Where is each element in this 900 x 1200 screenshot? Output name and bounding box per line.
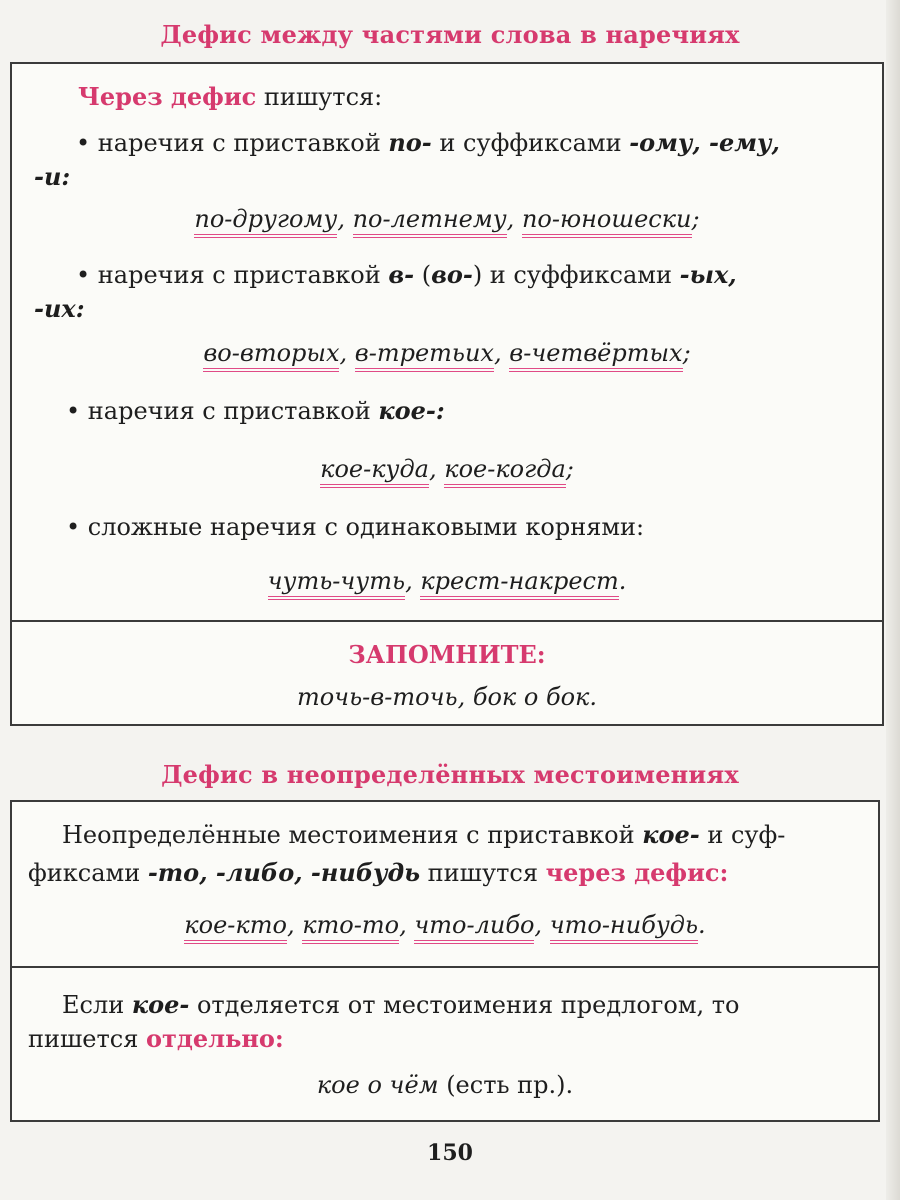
lead-pink: Через дефис [78,82,257,111]
example-word: во-вторых [203,339,339,372]
rule-box-adverbs [10,62,884,726]
example-word: кто-то [302,911,399,944]
pronoun-rule-line-2 [28,858,728,888]
page-edge-shadow [886,0,900,1200]
separator: , [506,205,522,233]
separator: , [286,911,303,939]
separator: , [399,911,415,939]
rule-item-4 [66,512,644,542]
example-word: по-другому [194,205,337,238]
separator: ; [682,339,691,367]
example-word: что-нибудь [550,911,698,944]
examples-3 [12,454,882,484]
pronoun-rule-line-3 [62,990,739,1020]
example-word: в-четвёртых [509,339,682,372]
examples-2 [12,338,882,368]
example-word: кое-кто [184,911,287,944]
remember-text: точь-в-точь, бок о бок. [296,683,598,711]
rule-text: ) и суффиксами [472,261,680,289]
example-word: чуть-чуть [268,567,405,600]
prefix-term: во- [431,260,473,289]
separator: ; [565,455,574,483]
example-word: крест-накрест [420,567,618,600]
suffix-term: -и: [34,162,71,191]
separator: , [339,339,355,367]
rule-text: пишется [28,1025,146,1053]
rule-item-1-cont [34,162,70,192]
pronoun-rule-line-4 [28,1024,284,1054]
bullet: • [76,261,98,289]
rule-text: фиксами [28,859,148,887]
examples-1 [12,204,882,234]
separator: , [337,205,353,233]
rule-item-3 [66,396,445,426]
example-word: по-летнему [353,205,507,238]
lead-rest: пишутся: [256,83,383,111]
rule-item-2-cont [34,294,85,324]
box-divider [12,966,878,968]
rule-box-pronouns [10,800,880,1122]
example-word: по-юношески [522,205,692,238]
prefix-term: в- [388,260,415,289]
rule-text: Неопределённые местоимения с приставкой [62,821,643,849]
remember-label [12,640,882,670]
bullet: • [66,397,88,425]
suffix-term: -их: [34,294,85,323]
rule-text: наречия с приставкой [97,261,389,289]
rule-item-2 [76,260,737,290]
examples-4 [12,566,882,596]
bullet: • [66,513,88,541]
prefix-term: кое- [131,990,190,1019]
example-word: в-третьих [355,339,494,372]
rule-text: Если [62,991,132,1019]
separator: , [493,339,510,367]
separator: , [534,911,550,939]
rule-text: и суф- [699,821,786,849]
rule-text: сложные наречия с одинаковыми корнями: [87,513,645,541]
lead-line [78,82,382,112]
suffix-term: -ых, [679,260,737,289]
example-word: кое-когда [444,455,566,488]
highlight-term: через дефис: [545,858,729,887]
section-title-adverbs: Дефис между частями слова в наречиях [160,20,740,49]
prefix-term: кое- [642,820,700,849]
separator: . [618,567,627,595]
example-word: кое-куда [320,455,429,488]
box-divider [12,620,882,622]
prefix-term: по- [388,128,432,157]
section-title-pronouns: Дефис в неопределённых местоимениях [161,760,739,789]
page-number: 150 [427,1140,473,1166]
remember-heading: ЗАПОМНИТЕ: [348,640,546,669]
rule-text: наречия с приставкой [97,129,389,157]
highlight-term: отдельно: [146,1024,284,1053]
rule-text: и суффиксами [431,129,630,157]
example-word: кое о чём [316,1071,439,1099]
suffix-term: -то, -либо, -нибудь [147,858,421,887]
rule-text: пишутся [420,859,546,887]
separator: , [405,567,421,595]
rule-text: отделяется от местоимения предлогом, то [189,991,740,1019]
separator: . [698,911,706,939]
rule-item-1 [76,128,780,158]
bullet: • [76,129,98,157]
prefix-term: кое-: [378,396,445,425]
separator: , [428,455,445,483]
pronoun-rule-line-1 [62,820,785,850]
rule-text: (есть пр.). [438,1071,574,1099]
separator: ; [691,205,700,233]
example-word: что-либо [414,911,534,944]
rule-text: ( [414,261,432,289]
suffix-term: -ому, -ему, [629,128,780,157]
examples-pronouns [12,910,878,940]
rule-text: наречия с приставкой [87,397,379,425]
separate-example [12,1070,878,1100]
